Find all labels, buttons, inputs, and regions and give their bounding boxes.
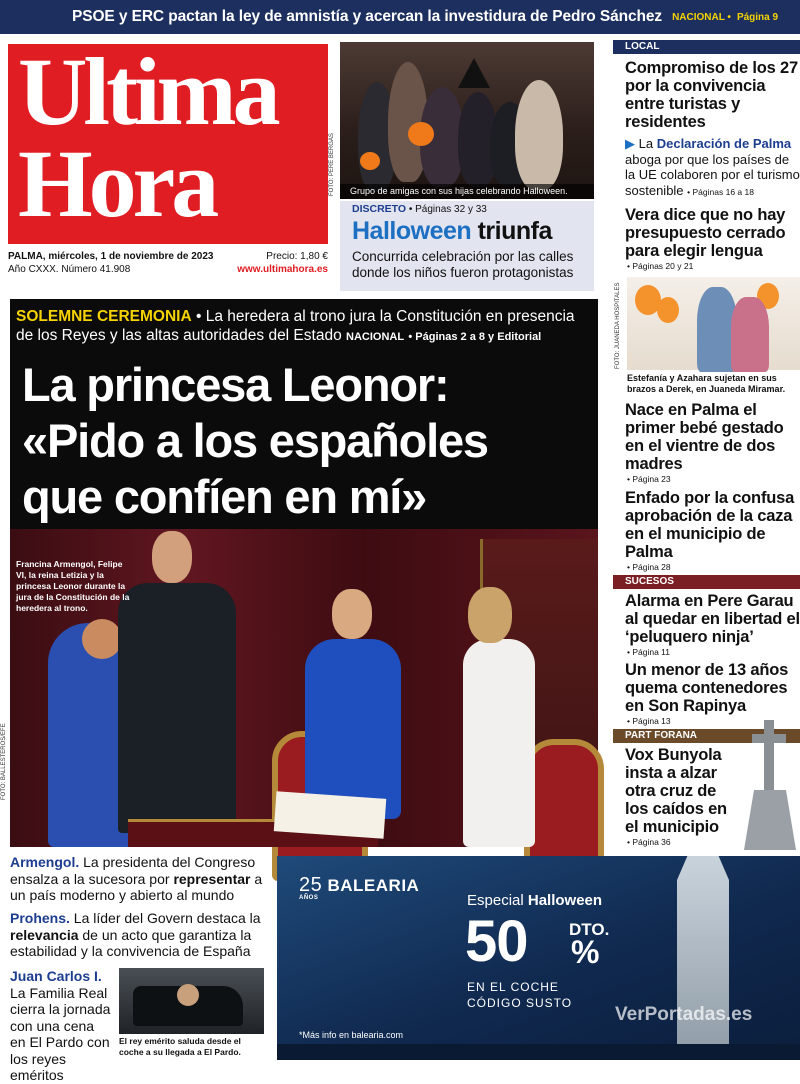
price: Precio: 1,80 € [266, 251, 328, 262]
figure-leonor [463, 639, 535, 847]
halloween-kicker [352, 203, 582, 215]
top-banner[interactable] [0, 0, 800, 34]
issue-number: Año CXXX. Número 41.908 [8, 264, 131, 275]
car-photo[interactable] [119, 968, 264, 1034]
story-text: de un acto que garantiza la estabilidad y la convivencia de España [10, 926, 252, 959]
kicker-label: DISCRETO [352, 203, 407, 215]
constitution-book [274, 791, 387, 839]
ad-line-coche: EN EL COCHE [467, 980, 559, 994]
story-headline[interactable]: Vox Bunyola insta a alzar otra cruz de los caídos en el municipio [625, 746, 727, 836]
baby-photo[interactable] [627, 277, 800, 370]
title-rest: triunfa [477, 217, 552, 245]
headline-line-2: «Pido a los españoles [22, 414, 488, 467]
halloween-title[interactable] [352, 217, 582, 246]
photo-caption: Estefanía y Azahara sujetan en sus brazos a Derek, en Juaneda Miramar. [627, 373, 786, 394]
right-column [613, 40, 800, 852]
city-date: PALMA, miércoles, 1 de noviembre de 2023 [8, 251, 214, 262]
story-armengol[interactable] [10, 854, 272, 904]
section-label-local: LOCAL [613, 40, 800, 54]
story-headline[interactable]: Compromiso de los 27 por la convivencia entre turistas y residentes [625, 59, 798, 131]
story-text: La Familia Real cierra la jornada con una cena en El Pardo con los reyes eméritos [10, 984, 111, 1083]
promo-bold: Halloween [527, 892, 603, 909]
head [177, 984, 199, 1006]
head [152, 531, 192, 583]
banner-page: Página 9 [736, 11, 779, 23]
story-subhead [613, 136, 800, 200]
story-text: La líder del Govern destaca la [73, 910, 261, 926]
main-photo-credit: FOTO: BALLESTEROS/EFE [1, 723, 7, 800]
pumpkin-icon [408, 122, 434, 146]
subhead-rest: aboga por que los países de la UE colaboren por el turismo sostenible [625, 151, 800, 198]
figure-felipe [118, 583, 236, 833]
car-photo-caption: El rey emérito saluda desde el coche a su llegada a El Pardo. [119, 1036, 241, 1057]
story-pages: • Páginas 20 y 21 [627, 261, 694, 271]
ad-bottom-stripe [277, 1044, 800, 1060]
story-prohens[interactable] [10, 910, 272, 960]
kicker-text: • La heredera al trono jura la Constitución en presencia de los Reyes y las altas autoridades del Estado [16, 308, 575, 344]
ad-percent: % [571, 934, 600, 970]
kicker-pages: • Páginas 2 a 8 y Editorial [408, 331, 542, 343]
head [468, 587, 512, 643]
story-pages: • Páginas 16 a 18 [687, 186, 754, 197]
photo-caption: Grupo de amigas con sus hijas celebrando Halloween. [340, 184, 594, 199]
kicker-bold: SOLEMNE CEREMONIA [16, 308, 192, 325]
main-headline[interactable] [22, 357, 488, 525]
figure-letizia [305, 639, 401, 819]
story-headline[interactable]: Nace en Palma el primer bebé gestado en el vientre de dos madres [625, 401, 784, 473]
site-url[interactable]: www.ultimahora.es [237, 264, 328, 275]
photo-credit: FOTO: JUANEDA HOSPITALES [615, 282, 621, 369]
story-text: a un país moderno y abierto al mundo [10, 870, 263, 903]
story-headline[interactable]: Un menor de 13 años quema contenedores en Son Rapinya [625, 661, 789, 715]
brand-years-label: AÑOS [299, 895, 319, 901]
story-pages: • Página 28 [627, 562, 671, 572]
person-figure [731, 297, 769, 372]
triangle-icon: ▶ [625, 136, 635, 151]
brand-years: 25 [299, 874, 323, 896]
halloween-deck: Concurrida celebración por las calles donde los niños fueron protagonistas [352, 249, 574, 280]
story-text: La presidenta del Congreso ensalza a la sucesora por [10, 854, 256, 887]
main-photo-caption: Francina Armengol, Felipe VI, la reina Letizia y la princesa Leonor durante la jura de la Constitución de la heredera al trono. [16, 559, 130, 613]
story-headline[interactable]: Alarma en Pere Garau al quedar en libertad el ‘peluquero ninja’ [625, 592, 800, 646]
story-name: Prohens. [10, 910, 70, 926]
section-label-sucesos: SUCESOS [613, 575, 800, 589]
title-blue: Halloween [352, 217, 472, 245]
story-pages: • Página 13 [627, 716, 671, 726]
story-pages: • Página 36 [627, 837, 671, 847]
masthead-logo[interactable] [8, 38, 328, 244]
section-label-part-forana: PART FORANA [613, 729, 800, 743]
witch-hat-icon [458, 58, 490, 88]
head [82, 619, 122, 659]
subhead-pre: La [638, 136, 654, 151]
banner-headline[interactable]: PSOE y ERC pactan la ley de amnistía y acercan la investidura de Pedro Sánchez [72, 8, 663, 25]
story-pages: • Página 11 [627, 647, 670, 657]
ad-info-link[interactable]: *Más info en balearia.com [299, 1030, 404, 1040]
story-juan-carlos[interactable] [10, 968, 112, 1084]
story-headline[interactable]: Vera dice que no hay presupuesto cerrado para elegir lengua [625, 206, 786, 260]
ferry-ship-image [677, 856, 729, 1056]
story-name: Juan Carlos I. [10, 968, 102, 984]
pumpkin-icon [360, 152, 380, 170]
ad-line-codigo: CÓDIGO SUSTO [467, 996, 573, 1010]
cross-monument-photo[interactable] [740, 720, 800, 850]
watermark: VerPortadas.es [615, 1004, 753, 1025]
headline-line-3: que confíen en mí» [22, 470, 427, 523]
ad-discount: 50 [465, 909, 528, 974]
halloween-photo[interactable] [340, 42, 594, 199]
ad-dto: DTO. [569, 920, 610, 939]
logo-line-2: Hora [18, 130, 216, 237]
banner-section: NACIONAL • [672, 11, 731, 23]
story-bold: representar [173, 870, 251, 887]
brand-name: BALEARIA [327, 876, 420, 895]
logo-line-1: Ultima [18, 38, 277, 145]
ad-promo [467, 892, 602, 909]
ad-brand [299, 874, 419, 901]
story-headline[interactable]: Enfado por la confusa aprobación de la caza en el municipio de Palma [625, 489, 795, 561]
person-figure [515, 80, 563, 190]
photo-credit: FOTO: PERE BERGAS [329, 133, 335, 196]
promo-pre: Especial [467, 892, 524, 909]
main-kicker [16, 307, 596, 347]
balloon-icon [657, 297, 679, 323]
halloween-story[interactable] [340, 201, 594, 291]
story-bold: relevancia [10, 926, 79, 943]
subhead-bold: Declaración de Palma [656, 136, 792, 151]
story-pages: • Página 23 [627, 474, 671, 484]
headline-line-1: La princesa Leonor: [22, 358, 449, 411]
main-story[interactable] [10, 299, 598, 847]
kicker-pages: • Páginas 32 y 33 [408, 204, 487, 215]
balearia-advertisement[interactable] [277, 856, 800, 1060]
head [332, 589, 372, 639]
story-name: Armengol. [10, 854, 80, 870]
kicker-section: NACIONAL [346, 331, 405, 343]
